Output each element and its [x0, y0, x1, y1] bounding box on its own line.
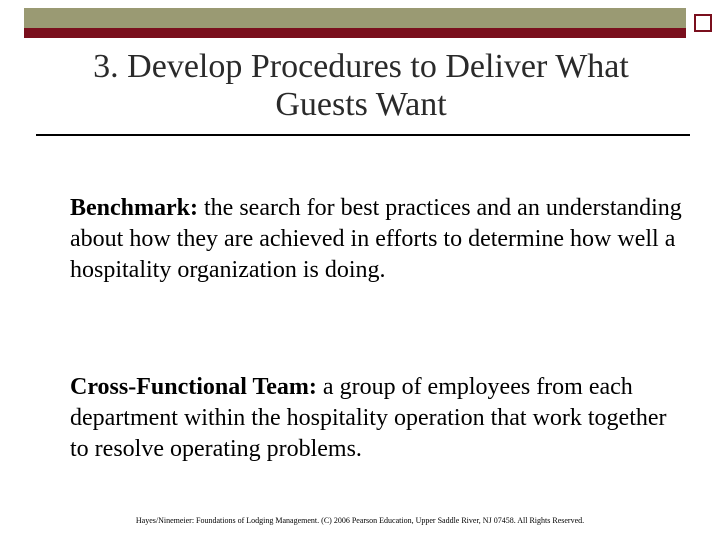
definition-term: Cross-Functional Team: — [70, 374, 317, 400]
slide-title-line-1: 3. Develop Procedures to Deliver What — [93, 48, 629, 85]
definition-text: the search for best practices and an understanding about how they are achieved in efforts to determine how well a hospitality organization is doing. — [70, 195, 682, 283]
header-band-olive — [24, 8, 686, 28]
definition-text: a group of employees from each department within the hospitality operation that work together to resolve operating problems. — [70, 374, 667, 462]
definition-term: Benchmark: — [70, 195, 198, 221]
definition-cross-functional-team — [70, 372, 690, 465]
slide-title — [36, 48, 686, 124]
title-divider — [36, 134, 690, 136]
header-decoration — [24, 8, 712, 38]
definition-benchmark — [70, 193, 690, 286]
copyright-footer — [0, 516, 720, 526]
slide-title-line-2: Guests Want — [275, 86, 447, 123]
corner-square-icon — [694, 14, 712, 32]
copyright-text: Hayes/Ninemeier: Foundations of Lodging Management. (C) 2006 Pearson Education, Upper Saddle River, NJ 07458. All Rights Reserved. — [135, 516, 585, 525]
header-band-maroon — [24, 28, 686, 38]
